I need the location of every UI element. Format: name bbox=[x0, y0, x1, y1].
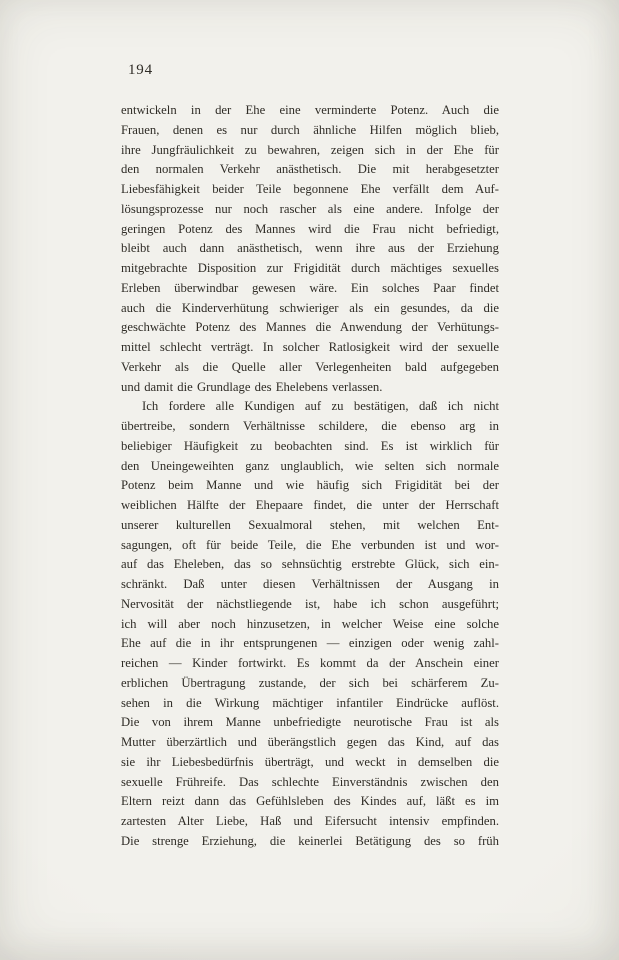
text-line: weiblichen Hälfte der Ehepaare findet, die unter der Herrschaft bbox=[121, 498, 499, 512]
text-line: auch die Kinderverhütung schwieriger als ein gesundes, da die bbox=[121, 300, 499, 315]
text-line: Die von ihrem Manne unbefriedigte neurotische Frau ist als bbox=[121, 715, 499, 730]
text-line: Verkehr als die Quelle aller Verlegenheiten bald aufgegeben bbox=[121, 359, 499, 374]
text-line: Erleben überwindbar gewesen wäre. Ein solches Paar findet bbox=[121, 280, 499, 295]
text-line: sexuelle Frühreife. Das schlechte Einverständnis zwischen den bbox=[121, 774, 499, 789]
text-line: Ehe auf die in ihr entsprungenen — einzigen oder wenig zahl- bbox=[121, 636, 499, 651]
text-line: Mutter überzärtlich und überängstlich gegen das Kind, auf das bbox=[121, 735, 499, 749]
text-line: sagungen, oft für beide Teile, die Ehe verbunden ist und wor- bbox=[121, 537, 499, 552]
text-line: mittel schlecht verträgt. In solcher Ratlosigkeit wird der sexuelle bbox=[121, 340, 499, 354]
text-line: übertreibe, sondern Verhältnisse schildere, die ebenso arg in bbox=[121, 419, 499, 433]
text-line: ihre Jungfräulichkeit zu bewahren, zeigen sich in der Ehe für bbox=[121, 142, 499, 157]
text-line: entwickeln in der Ehe eine verminderte Potenz. Auch die bbox=[121, 103, 499, 117]
text-line: sehen in die Wirkung mächtiger infantiler Eindrücke auflöst. bbox=[121, 695, 499, 710]
text-line: unserer kulturellen Sexualmoral stehen, mit welchen Ent- bbox=[121, 517, 499, 532]
page-number: 194 bbox=[128, 62, 153, 78]
text-line: sie ihr Liebesbedürfnis überträgt, und weckt in demselben die bbox=[121, 754, 499, 769]
text-line: geschwächte Potenz des Mannes die Anwendung der Verhütungs- bbox=[121, 320, 499, 335]
text-line: geringen Potenz des Mannes wird die Frau nicht befriedigt, bbox=[121, 221, 499, 236]
text-line: den Uneingeweihten ganz unglaublich, wie selten sich normale bbox=[121, 458, 499, 473]
text-line: den normalen Verkehr anästhetisch. Die mit herabgesetzter bbox=[121, 162, 499, 177]
text-line: zartesten Alter Liebe, Haß und Eifersucht intensiv empfinden. bbox=[121, 814, 499, 828]
text-line: bleibt auch dann anästhetisch, wenn ihre aus der Erziehung bbox=[121, 241, 499, 256]
text-line: und damit die Grundlage des Ehelebens verlassen. bbox=[121, 379, 383, 394]
text-line: reichen — Kinder fortwirkt. Es kommt da der Anschein einer bbox=[121, 656, 499, 670]
text-line: beliebiger Häufigkeit zu beobachten sind. Es ist wirklich für bbox=[121, 438, 499, 453]
text-line: Ich fordere alle Kundigen auf zu bestätigen, daß ich nicht bbox=[142, 399, 499, 414]
text-line: Eltern reizt dann das Gefühlsleben des Kindes auf, läßt es im bbox=[121, 794, 499, 809]
text-line: ich will aber noch hinzusetzen, in welcher Weise eine solche bbox=[121, 616, 499, 631]
text-line: lösungsprozesse nur noch rascher als eine andere. Infolge der bbox=[121, 201, 499, 216]
text-line: Frauen, denen es nur durch ähnliche Hilfen möglich blieb, bbox=[121, 122, 499, 137]
text-block bbox=[121, 101, 499, 852]
text-line: Liebesfähigkeit beider Teile begonnene Ehe verfällt dem Auf- bbox=[121, 182, 499, 196]
text-line: erblichen Übertragung zustande, der sich bei schärferem Zu- bbox=[121, 675, 499, 690]
text-line: Potenz beim Manne und wie häufig sich Frigidität bei der bbox=[121, 478, 499, 493]
text-line: auf das Eheleben, das so sehnsüchtig erstrebte Glück, sich ein- bbox=[121, 557, 499, 572]
text-line: mitgebrachte Disposition zur Frigidität durch mächtiges sexuelles bbox=[121, 261, 499, 275]
text-line: schränkt. Daß unter diesen Verhältnissen der Ausgang in bbox=[121, 577, 499, 591]
text-line: Die strenge Erziehung, die keinerlei Betätigung des so früh bbox=[121, 833, 499, 848]
text-line: Nervosität der nächstliegende ist, habe ich schon ausgeführt; bbox=[121, 596, 499, 611]
